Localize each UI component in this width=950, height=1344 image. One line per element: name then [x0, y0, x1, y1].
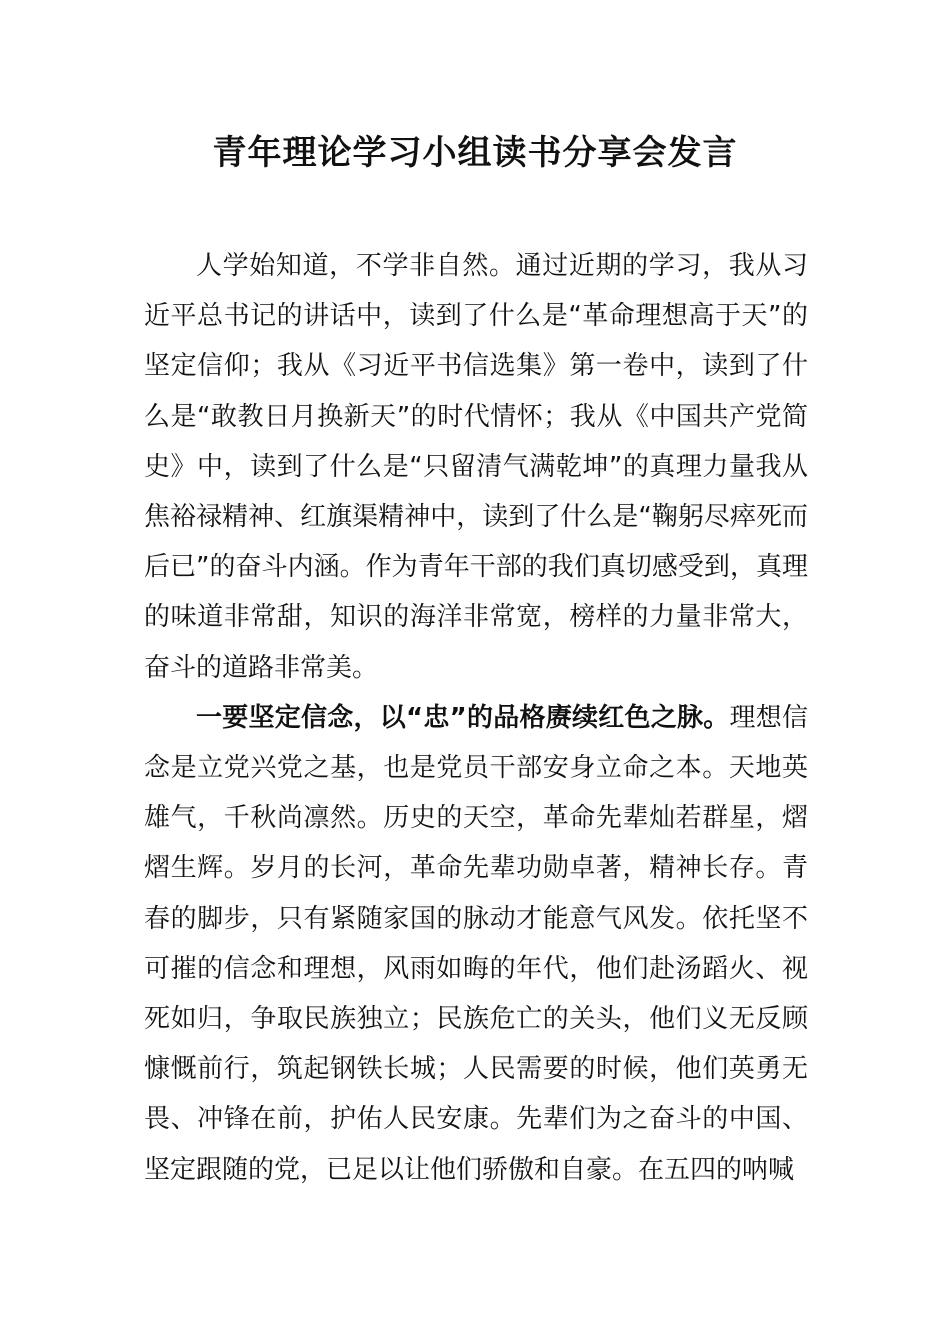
paragraph-text: 理想信念是立党兴党之基，也是党员干部安身立命之本。天地英雄气，千秋尚凛然。历史的天空，革命先辈灿若群星，熠熠生辉。岁月的长河，革命先辈功勋卓著，精神长存。青春的脚步，只有紧随家国的脉动才能意气风发。依托坚不可摧的信念和理想，风雨如晦的年代，他们赴汤蹈火、视死如归，争取民族独立；民族危亡的关头，他们义无反顾慷慨前行，筑起钢铁长城；人民需要的时候，他们英勇无畏、冲锋在前，护佑人民安康。先辈们为之奋斗的中国、坚定跟随的党，已足以让他们骄傲和自豪。在五四的呐喊 [144, 702, 808, 1185]
paragraph-text: 人学始知道，不学非自然。通过近期的学习，我从习近平总书记的讲话中，读到了什么是“革命理想高于天”的坚定信仰；我从《习近平书信选集》第一卷中，读到了什么是“敢教日月换新天”的时代情怀；我从《中国共产党简史》中，读到了什么是“只留清气满乾坤”的真理力量我从焦裕禄精神、红旗渠精神中，读到了什么是“鞠躬尽瘁死而后已”的奋斗内涵。作为青年干部的我们真切感受到，真理的味道非常甜，知识的海洋非常宽，榜样的力量非常大，奋斗的道路非常美。 [144, 251, 808, 683]
document-title: 青年理论学习小组读书分享会发言 [212, 133, 738, 173]
paragraph-intro [144, 241, 808, 693]
document-body [144, 241, 808, 1195]
paragraph-lead-heading: 一要坚定信念，以“忠”的品格赓续红色之脉。 [196, 702, 730, 733]
paragraph-point-one [144, 693, 808, 1195]
